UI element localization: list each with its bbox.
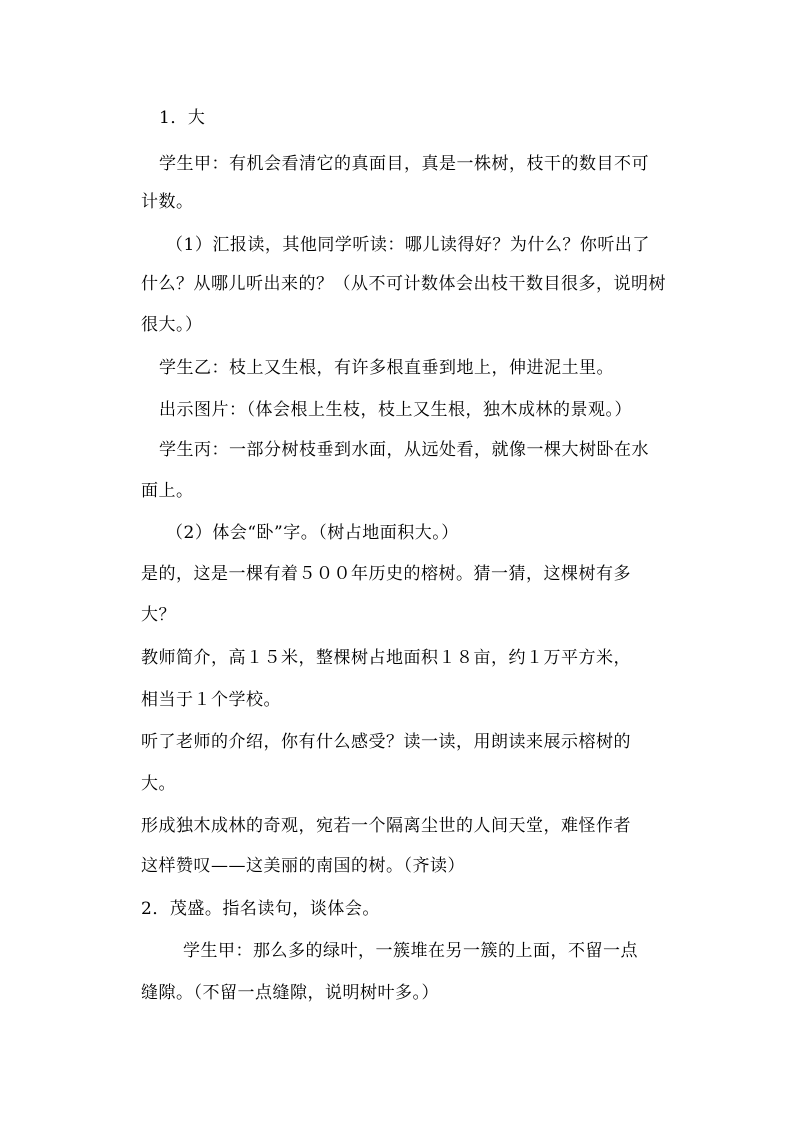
paragraph-line: 学生甲：有机会看清它的真面目，真是一株树，枝干的数目不可 <box>159 154 649 174</box>
paragraph-line: 什么？从哪儿听出来的？（从不可计数体会出枝干数目很多，说明树 <box>141 274 666 294</box>
paragraph-line: 计数。 <box>141 192 194 212</box>
paragraph-line: 学生丙：一部分树枝垂到水面，从远处看，就像一棵大树卧在水 <box>159 440 649 460</box>
paragraph-line: 大？ <box>141 605 176 625</box>
paragraph-line: 教师简介，高１５米，整棵树占地面积１８亩，约１万平方米， <box>141 648 631 668</box>
paragraph-line: 形成独木成林的奇观，宛若一个隔离尘世的人间天堂，难怪作者 <box>141 816 631 836</box>
paragraph-line: 这样赞叹——这美丽的南国的树。（齐读） <box>141 856 465 876</box>
paragraph-line: 缝隙。（不留一点缝隙，说明树叶多。） <box>141 983 439 1003</box>
heading-2: 2．茂盛。指名读句，谈体会。 <box>141 899 380 919</box>
heading-1: 1．大 <box>159 108 206 128</box>
paragraph-line: 出示图片：（体会根上生枝，枝上又生根，独木成林的景观。） <box>159 400 632 420</box>
paragraph-line: 面上。 <box>141 481 194 501</box>
paragraph-line: 大。 <box>141 774 176 794</box>
paragraph-line: 相当于１个学校。 <box>141 690 281 710</box>
paragraph-line: （2）体会“卧”字。（树占地面积大。） <box>166 523 459 543</box>
paragraph-line: （1）汇报读，其他同学听读：哪儿读得好？为什么？你听出了 <box>166 235 650 255</box>
paragraph-line: 听了老师的介绍，你有什么感受？读一读，用朗读来展示榕树的 <box>141 732 631 752</box>
paragraph-line: 学生乙：枝上又生根，有许多根直垂到地上，伸进泥土里。 <box>159 358 614 378</box>
paragraph-line: 是的，这是一棵有着５００年历史的榕树。猜一猜，这棵树有多 <box>141 564 631 584</box>
paragraph-line: 很大。） <box>141 315 203 335</box>
paragraph-line: 学生甲：那么多的绿叶，一簇堆在另一簇的上面，不留一点 <box>183 941 638 961</box>
